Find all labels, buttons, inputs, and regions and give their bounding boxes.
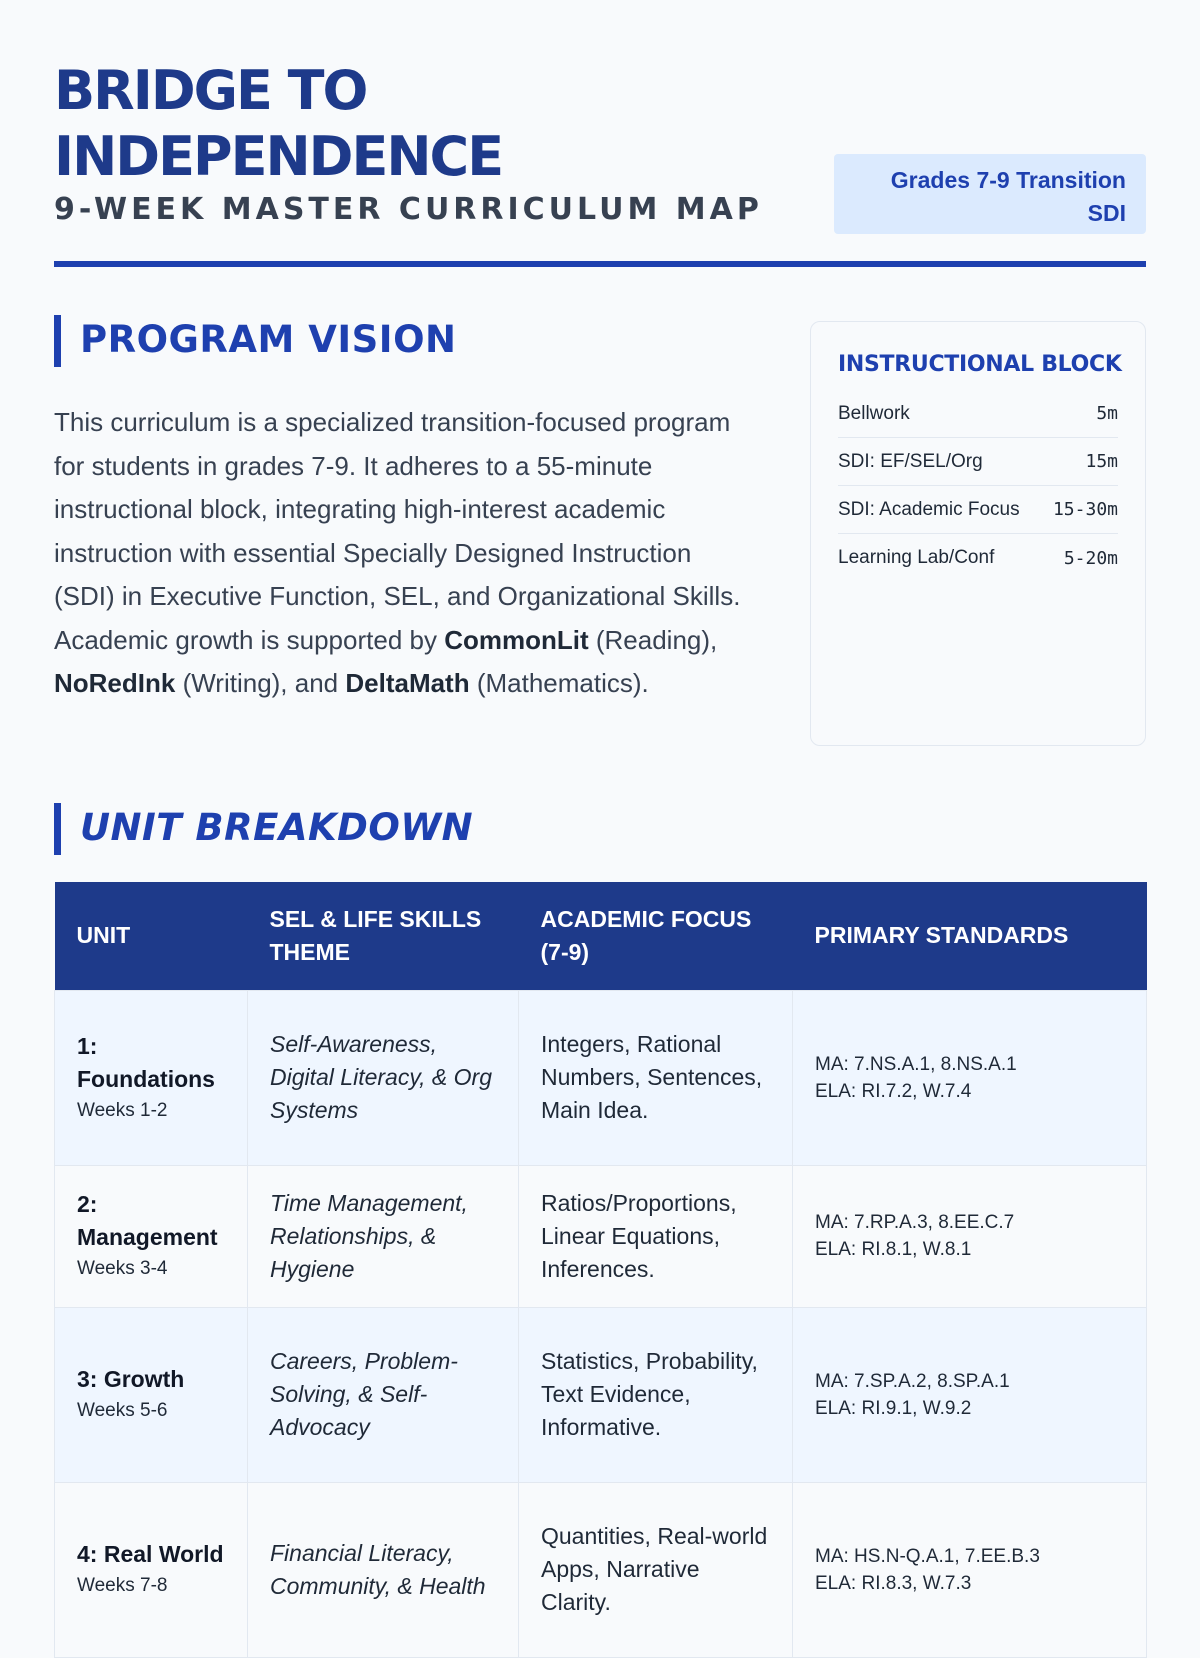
academic-focus-cell: Quantities, Real-world Apps, Narrative Clarity. [519,1482,793,1657]
vision-paragraph [54,401,754,706]
block-row-label: Bellwork [838,402,910,424]
vision-heading: PROGRAM VISION [80,318,457,361]
page-subtitle: 9-WEEK MASTER CURRICULUM MAP [54,192,763,227]
math-standards: MA: 7.SP.A.2, 8.SP.A.1 [815,1370,1010,1392]
table-header-row [55,882,1147,990]
ela-standards: ELA: RI.7.2, W.7.4 [815,1080,972,1102]
unit-cell [55,1307,248,1482]
unit-cell [55,1482,248,1657]
standards-cell [793,1165,1147,1307]
unit-weeks: Weeks 1-2 [77,1099,168,1121]
math-standards: MA: 7.RP.A.3, 8.EE.C.7 [815,1212,1015,1233]
unit-name: 2: Management [77,1191,218,1250]
block-row-sdi-academic [838,486,1118,534]
column-header-academic: ACADEMIC FOCUS (7-9) [519,882,793,990]
unit-name: 4: Real World [77,1541,224,1567]
instructional-block-card [810,321,1146,746]
column-header-sel: SEL & LIFE SKILLS THEME [248,882,519,990]
curriculum-page [54,0,1146,1615]
instructional-block-list [838,390,1118,582]
block-row-label: SDI: EF/SEL/Org [838,450,983,472]
block-row-time: 5m [1096,403,1118,424]
column-header-unit: UNIT [55,882,248,990]
unit-cell [55,1165,248,1307]
tool-deltamath: DeltaMath [345,668,470,698]
unit-weeks: Weeks 3-4 [77,1258,168,1279]
sel-theme-cell: Self-Awareness, Digital Literacy, & Org Systems [248,990,519,1165]
table-row [55,1165,1147,1307]
ela-standards: ELA: RI.9.1, W.9.2 [815,1397,972,1419]
table-row [55,1307,1147,1482]
academic-focus-cell: Integers, Rational Numbers, Sentences, Main Idea. [519,990,793,1165]
block-row-sdi-ef-sel [838,438,1118,486]
unit-cell [55,990,248,1165]
sel-theme-cell: Financial Literacy, Community, & Health [248,1482,519,1657]
column-header-standards: PRIMARY STANDARDS [793,882,1147,990]
block-row-label: Learning Lab/Conf [838,547,995,568]
table-row [55,990,1147,1165]
header-divider [54,261,1146,267]
sel-theme-cell: Time Management, Relationships, & Hygiene [248,1165,519,1307]
sel-theme-cell: Careers, Problem-Solving, & Self-Advocacy [248,1307,519,1482]
standards-cell [793,1482,1147,1657]
unit-name: 1: Foundations [77,1032,215,1092]
math-standards: MA: 7.NS.A.1, 8.NS.A.1 [815,1053,1017,1075]
block-row-bellwork [838,390,1118,438]
block-row-time: 15m [1085,451,1118,472]
unit-weeks: Weeks 5-6 [77,1400,168,1421]
block-row-learning-lab [838,534,1118,582]
academic-focus-cell: Statistics, Probability, Text Evidence, Informative. [519,1307,793,1482]
math-standards: MA: HS.N-Q.A.1, 7.EE.B.3 [815,1545,1040,1567]
ela-standards: ELA: RI.8.1, W.8.1 [815,1239,972,1260]
vision-accent-bar [54,315,61,367]
tool-commonlit-note: (Reading), [588,624,718,655]
tool-noredink: NoRedInk [54,668,176,698]
units-heading: UNIT BREAKDOWN [80,806,474,849]
instructional-block-title: INSTRUCTIONAL BLOCK [838,352,1122,377]
unit-weeks: Weeks 7-8 [77,1575,168,1596]
block-row-time: 15-30m [1052,499,1118,520]
tool-deltamath-note: (Mathematics). [469,668,649,698]
grade-badge: Grades 7-9 Transition SDI [834,154,1146,234]
unit-breakdown-table [54,882,1147,1658]
block-row-label: SDI: Academic Focus [838,498,1020,520]
units-accent-bar [54,803,61,855]
block-row-time: 5-20m [1063,547,1118,569]
ela-standards: ELA: RI.8.3, W.7.3 [815,1572,972,1594]
tool-noredink-note: (Writing), and [175,668,346,698]
vision-text-intro: This curriculum is a specialized transition-focused program for students in grades 7-9. It adheres to a 55-minute instructional block, integrating high-interest academic instruction with essential Specially Designed Instruction (SDI) in Executive Function, SEL, and Organizational Skills. Academic growth is supported by [54,407,741,655]
unit-name: 3: Growth [77,1366,185,1392]
tool-commonlit: CommonLit [444,624,589,655]
standards-cell [793,990,1147,1165]
academic-focus-cell: Ratios/Proportions, Linear Equations, Inferences. [519,1165,793,1307]
standards-cell [793,1307,1147,1482]
table-row [55,1482,1147,1657]
page-title: BRIDGE TO INDEPENDENCE [54,59,503,188]
